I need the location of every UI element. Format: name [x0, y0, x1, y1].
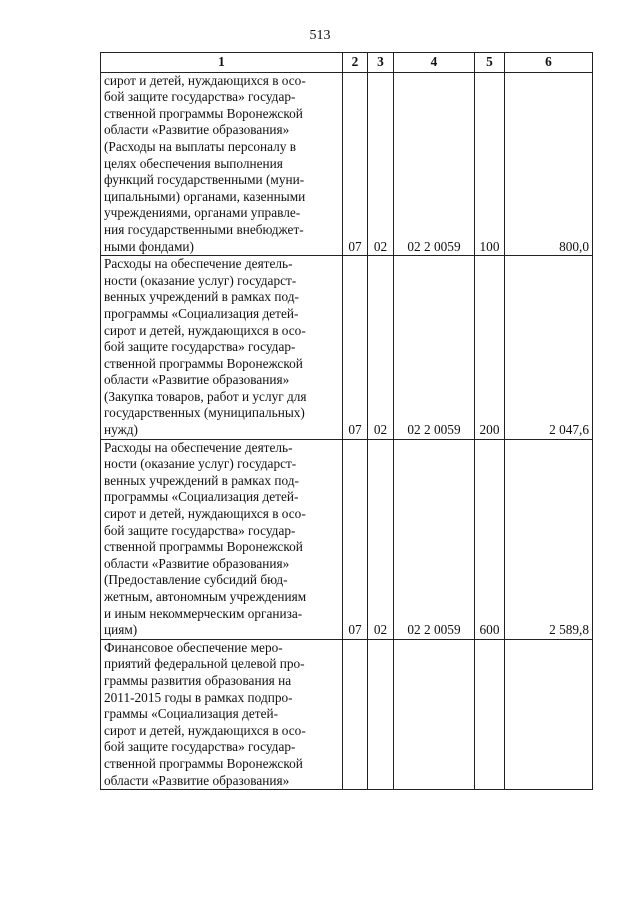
- description-line: циям): [104, 622, 138, 638]
- description-line: (Расходы на выплаты персоналу в: [104, 138, 297, 154]
- subsection-code: 02: [368, 256, 394, 440]
- description-line: области «Развитие образования»: [104, 122, 290, 138]
- description-line: области «Развитие образования»: [104, 372, 290, 388]
- description-line: ципальными) органами, казенными: [104, 188, 306, 204]
- amount-value: 2 589,8: [505, 439, 593, 639]
- table-row: [101, 439, 593, 639]
- target-item-code: 02 2 0059: [394, 256, 475, 440]
- description-line: (Предоставление субсидий бюд-: [104, 572, 288, 588]
- description-line: Расходы на обеспечение деятель-: [104, 256, 293, 272]
- description-line: учреждениями, органами управле-: [104, 205, 301, 221]
- description-line: ния государственными внебюджет-: [104, 221, 304, 237]
- subsection-code: 02: [368, 72, 394, 256]
- description-line: Финансовое обеспечение меро-: [104, 639, 283, 655]
- column-header-amount: 6: [505, 53, 593, 73]
- column-header-subsection: 3: [368, 53, 394, 73]
- description-line: приятий федеральной целевой про-: [104, 656, 305, 672]
- row-description: [101, 72, 343, 256]
- expense-type-code: 600: [475, 439, 505, 639]
- target-item-code: [394, 639, 475, 789]
- description-line: ными фондами): [104, 238, 194, 254]
- description-line: (Закупка товаров, работ и услуг для: [104, 388, 307, 404]
- description-line: бой защите государства» государ-: [104, 739, 296, 755]
- description-line: сирот и детей, нуждающихся в осо-: [104, 322, 306, 338]
- description-line: бой защите государства» государ-: [104, 339, 296, 355]
- amount-value: 2 047,6: [505, 256, 593, 440]
- column-header-section: 2: [343, 53, 368, 73]
- description-line: бой защите государства» государ-: [104, 522, 296, 538]
- description-line: сирот и детей, нуждающихся в осо-: [104, 722, 306, 738]
- row-description: [101, 256, 343, 440]
- expense-type-code: 200: [475, 256, 505, 440]
- description-line: области «Развитие образования»: [104, 555, 290, 571]
- target-item-code: 02 2 0059: [394, 439, 475, 639]
- row-description: [101, 639, 343, 789]
- amount-value: [505, 639, 593, 789]
- table-row: [101, 639, 593, 789]
- description-line: функций государственными (муни-: [104, 172, 305, 188]
- description-line: ственной программы Воронежской: [104, 539, 303, 555]
- description-line: ственной программы Воронежской: [104, 355, 303, 371]
- section-code: [343, 639, 368, 789]
- description-line: венных учреждений в рамках под-: [104, 472, 299, 488]
- description-line: программы «Социализация детей-: [104, 489, 299, 505]
- description-line: нужд): [104, 422, 138, 438]
- description-line: сирот и детей, нуждающихся в осо-: [104, 506, 306, 522]
- description-line: ности (оказание услуг) государст-: [104, 272, 297, 288]
- subsection-code: 02: [368, 439, 394, 639]
- table-row: [101, 72, 593, 256]
- column-header-expense-type: 5: [475, 53, 505, 73]
- section-code: 07: [343, 72, 368, 256]
- description-line: государственных (муниципальных): [104, 405, 305, 421]
- description-line: жетным, автономным учреждениям: [104, 589, 307, 604]
- page-number: 513: [309, 28, 331, 43]
- section-code: 07: [343, 439, 368, 639]
- description-line: граммы развития образования на: [104, 672, 292, 688]
- description-line: граммы «Социализация детей-: [104, 706, 279, 722]
- table-header-row: [101, 53, 593, 73]
- description-line: программы «Социализация детей-: [104, 305, 299, 321]
- description-line: венных учреждений в рамках под-: [104, 289, 299, 305]
- description-line: и иным некоммерческим организа-: [104, 605, 303, 621]
- description-line: ности (оказание услуг) государст-: [104, 456, 297, 472]
- column-header-description: 1: [101, 53, 343, 73]
- expense-type-code: [475, 639, 505, 789]
- target-item-code: 02 2 0059: [394, 72, 475, 256]
- expense-type-code: 100: [475, 72, 505, 256]
- amount-value: 800,0: [505, 72, 593, 256]
- section-code: 07: [343, 256, 368, 440]
- column-header-target-item: 4: [394, 53, 475, 73]
- description-line: Расходы на обеспечение деятель-: [104, 439, 293, 455]
- row-description: [101, 439, 343, 639]
- subsection-code: [368, 639, 394, 789]
- description-line: ственной программы Воронежской: [104, 105, 303, 121]
- description-line: бой защите государства» государ-: [104, 89, 296, 105]
- budget-table: [100, 52, 593, 790]
- table-row: [101, 256, 593, 440]
- description-line: целях обеспечения выполнения: [104, 155, 283, 171]
- description-line: сирот и детей, нуждающихся в осо-: [104, 72, 306, 88]
- description-line: 2011-2015 годы в рамках подпро-: [104, 689, 293, 705]
- description-line: области «Развитие образования»: [104, 772, 290, 788]
- description-line: ственной программы Воронежской: [104, 755, 303, 771]
